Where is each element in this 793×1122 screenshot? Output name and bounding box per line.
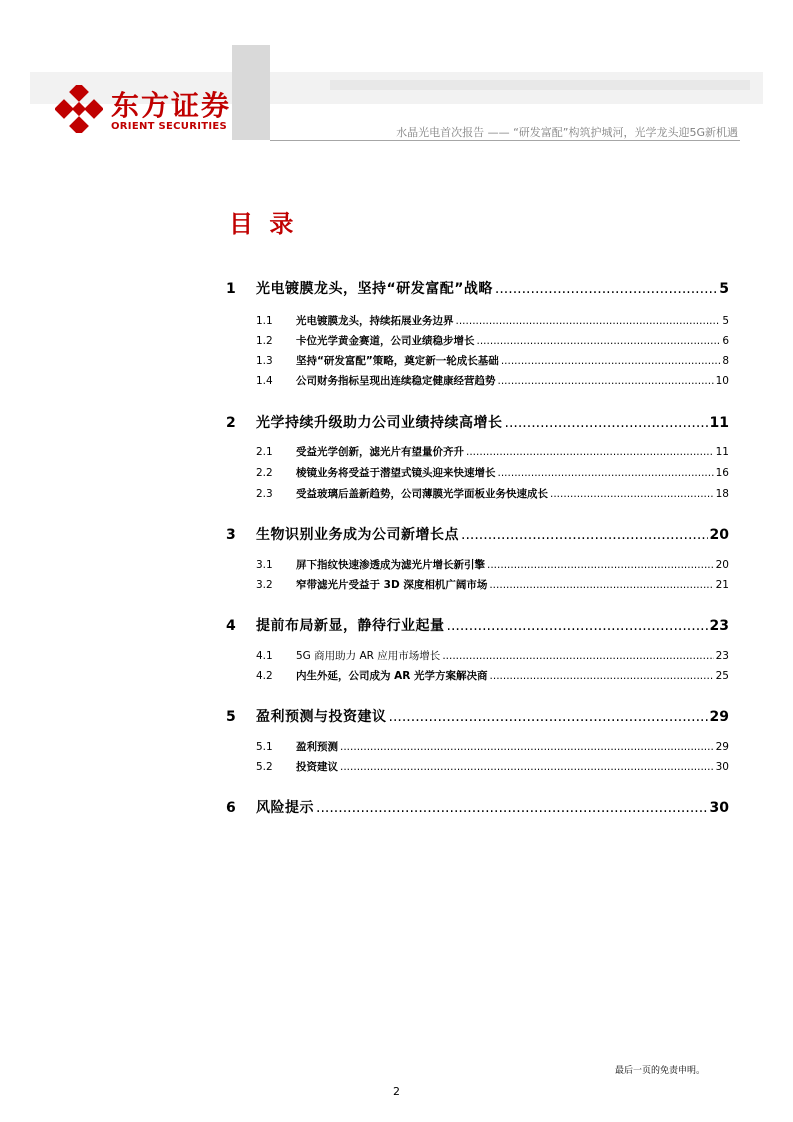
toc-entry-page: 6 [722,335,729,347]
toc-entry-page: 30 [715,761,729,773]
toc-entry-page: 25 [715,670,729,682]
toc-leader [466,446,714,458]
toc-entry-number: 6 [226,800,236,816]
toc-leader [490,670,714,682]
toc-entry[interactable] [226,353,729,368]
toc-leader [505,415,708,431]
toc-entry[interactable] [226,577,729,592]
toc-entry-number: 2 [226,415,236,431]
toc-entry[interactable] [226,759,729,774]
logo [55,82,232,142]
toc-entry-page: 5 [719,281,729,297]
toc-entry-title: 屏下指纹快速渗透成为滤光片增长新引擎 [296,559,485,571]
toc-leader [495,281,717,297]
toc-entry-number: 1.4 [256,375,273,387]
toc-leader [442,650,713,662]
toc-leader [477,335,721,347]
header-accent-bar [232,45,270,140]
toc-entry[interactable] [226,797,729,817]
toc-leader [316,800,708,816]
toc-entry-number: 1.1 [256,315,273,327]
disclaimer-note: 最后一页的免责申明。 [614,1066,705,1076]
toc-entry-number: 4 [226,618,236,634]
toc-entry-title: 盈利预测与投资建议 [256,709,387,725]
toc-entry-number: 3 [226,527,236,543]
toc-leader [340,741,714,753]
toc-entry-page: 29 [715,741,729,753]
toc-entry-title: 公司财务指标呈现出连续稳定健康经营趋势 [296,375,496,387]
toc-entry[interactable] [226,465,729,480]
logo-en-text: ORIENT SECURITIES [111,121,228,132]
toc-entry-page: 23 [715,650,729,662]
toc-entry[interactable] [226,739,729,754]
toc-entry-title: 卡位光学黄金赛道，公司业绩稳步增长 [296,335,475,347]
toc-entry-title: 受益玻璃后盖新趋势，公司薄膜光学面板业务快速成长 [296,488,548,500]
toc-entry-title: 5G 商用助力 AR 应用市场增长 [296,650,441,662]
toc-leader [498,375,714,387]
toc-entry[interactable] [226,486,729,501]
toc-entry-page: 16 [715,467,729,479]
toc-entry-number: 4.2 [256,670,273,682]
toc-leader [340,761,714,773]
toc-entry-number: 2.3 [256,488,273,500]
toc-entry-title: 盈利预测 [296,741,338,753]
toc-entry-number: 5.1 [256,741,273,753]
toc-entry-title: 风险提示 [256,800,314,816]
toc-entry-title: 光学持续升级助力公司业绩持续高增长 [256,415,503,431]
toc-entry-title: 坚持“研发富配”策略，奠定新一轮成长基础 [296,355,499,367]
toc-title: 目 录 [229,210,298,238]
toc-leader [501,355,721,367]
toc-entry[interactable] [226,373,729,388]
toc-entry-number: 3.2 [256,579,273,591]
logo-cn-text: 东方证券 [111,89,232,122]
toc-entry-number: 2.1 [256,446,273,458]
toc-entry[interactable] [226,313,729,328]
toc-leader [498,467,714,479]
toc-entry-page: 11 [715,446,729,458]
toc-entry[interactable] [226,333,729,348]
toc-entry-number: 3.1 [256,559,273,571]
toc-entry-title: 内生外延，公司成为 AR 光学方案解决商 [296,670,488,682]
toc-entry-title: 光电镀膜龙头，持续拓展业务边界 [296,315,454,327]
toc-leader [461,527,708,543]
toc-entry[interactable] [226,557,729,572]
toc-entry-page: 5 [722,315,729,327]
toc-entry-page: 20 [715,559,729,571]
header-stripe [330,80,750,90]
header-divider [270,140,740,141]
toc-leader [389,709,708,725]
toc-entry-page: 20 [709,527,729,543]
toc-leader [487,559,714,571]
toc-entry-title: 光电镀膜龙头，坚持“研发富配”战略 [256,281,493,297]
toc-entry-title: 棱镜业务将受益于潜望式镜头迎来快速增长 [296,467,496,479]
toc-entry-title: 受益光学创新，滤光片有望量价齐升 [296,446,464,458]
toc-entry-number: 2.2 [256,467,273,479]
toc-entry-page: 11 [709,415,729,431]
toc-entry-page: 18 [715,488,729,500]
toc-entry[interactable] [226,706,729,726]
toc-leader [447,618,708,634]
toc-entry-title: 投资建议 [296,761,338,773]
toc-entry-title: 生物识别业务成为公司新增长点 [256,527,459,543]
toc-entry-number: 1 [226,281,236,297]
toc-entry-page: 23 [709,618,729,634]
toc-entry[interactable] [226,668,729,683]
toc-entry-number: 1.2 [256,335,273,347]
toc-entry-page: 30 [709,800,729,816]
toc-entry[interactable] [226,444,729,459]
toc-leader [550,488,714,500]
page-number: 2 [393,1085,400,1098]
toc-entry-page: 29 [709,709,729,725]
toc-entry[interactable] [226,412,729,432]
toc-entry-page: 21 [715,579,729,591]
toc-entry[interactable] [226,278,729,298]
toc-entry[interactable] [226,648,729,663]
toc-entry-number: 1.3 [256,355,273,367]
toc-entry-number: 5 [226,709,236,725]
toc-entry-title: 提前布局新显，静待行业起量 [256,618,445,634]
toc-leader [489,579,713,591]
toc-entry-page: 8 [722,355,729,367]
toc-entry[interactable] [226,524,729,544]
report-subtitle: 水晶光电首次报告 —— “研发富配”构筑护城河，光学龙头迎5G新机遇 [396,126,738,139]
toc-entry-number: 4.1 [256,650,273,662]
toc-entry[interactable] [226,615,729,635]
toc-entry-title: 窄带滤光片受益于 3D 深度相机广阔市场 [296,579,488,591]
toc-entry-number: 5.2 [256,761,273,773]
orient-logo-icon [55,85,103,133]
toc-leader [456,315,721,327]
toc-entry-page: 10 [715,375,729,387]
